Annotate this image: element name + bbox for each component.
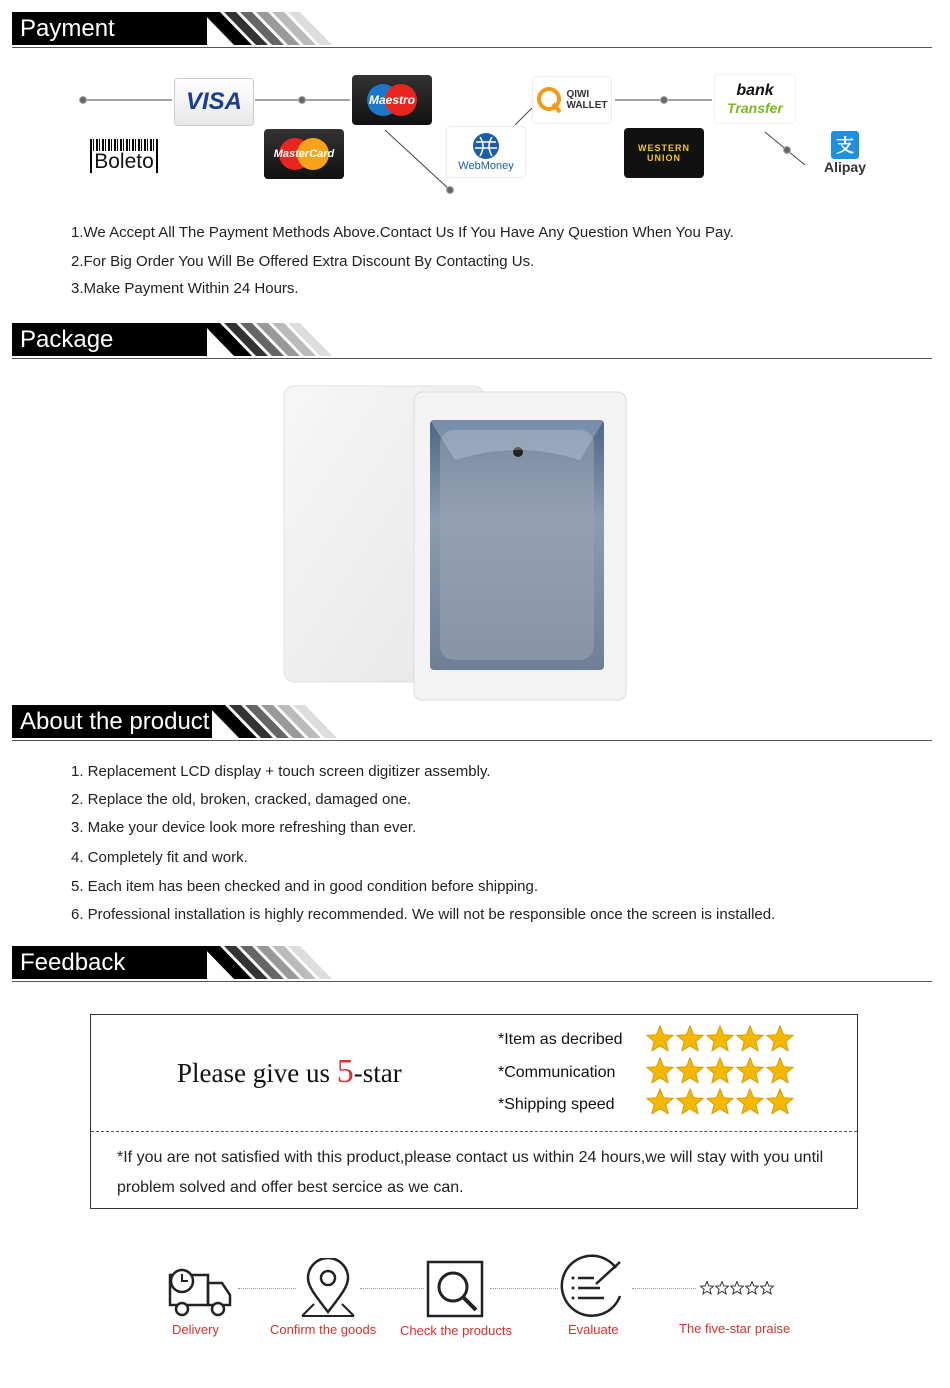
about-item-1: 1. Replacement LCD display + touch screen digitizer assembly.: [71, 763, 491, 780]
magnifier-search-icon: [426, 1260, 486, 1320]
connector-dot: [660, 96, 668, 104]
maestro-logo-text: Maestro: [368, 93, 415, 107]
step-delivery-label: Delivery: [172, 1322, 219, 1337]
step-connector: [490, 1288, 558, 1289]
star-icon: [766, 1088, 794, 1116]
header-stripes-decoration: [202, 323, 332, 356]
payment-section-header: [12, 12, 932, 48]
payment-note-3: 3.Make Payment Within 24 Hours.: [71, 280, 299, 297]
qiwi-q-icon: [536, 86, 562, 114]
five-star-request-title: [177, 1053, 402, 1091]
bank-logo-text: bank: [736, 82, 774, 99]
section-title: Feedback: [12, 946, 207, 979]
outline-star-icon: [715, 1281, 729, 1295]
location-pin-icon: [298, 1258, 358, 1320]
step-check-products-label: Check the products: [400, 1323, 513, 1338]
boleto-logo-text: Boleto: [90, 151, 158, 173]
star-icon: [706, 1088, 734, 1116]
star-icon: [736, 1025, 764, 1053]
outline-star-icon: [760, 1281, 774, 1295]
maestro-logo: [352, 75, 432, 125]
step-connector: [360, 1288, 424, 1289]
connector-dot: [298, 96, 306, 104]
section-title: Package: [12, 323, 207, 356]
star-icon: [646, 1025, 674, 1053]
union-logo-text: UNION: [647, 153, 681, 163]
step-confirm-goods-label: Confirm the goods: [270, 1322, 377, 1337]
about-item-5: 5. Each item has been checked and in good condition before shipping.: [71, 878, 538, 895]
visa-logo: [174, 78, 254, 126]
boleto-logo: [86, 136, 162, 176]
visa-logo-text: VISA: [185, 88, 242, 115]
star-icon: [676, 1057, 704, 1085]
mastercard-logo-text: MasterCard: [273, 148, 335, 160]
section-rule: [12, 981, 932, 982]
alipay-logo: [812, 126, 878, 180]
evaluate-checklist-icon: [560, 1254, 628, 1318]
mastercard-logo: [264, 129, 344, 179]
qiwi-logo-text: QIWI: [566, 89, 590, 100]
connector-dot: [783, 146, 791, 154]
delivery-truck-icon: [166, 1265, 234, 1317]
webmoney-globe-icon: [472, 132, 500, 160]
satisfaction-note: *If you are not satisfied with this product,please contact us within 24 hours,we will stay with you until problem solved and offer best sercice as we can.: [117, 1149, 824, 1196]
about-item-3: 3. Make your device look more refreshing than ever.: [71, 819, 417, 836]
title-prefix: Please give us: [177, 1058, 337, 1088]
webmoney-logo-text: WebMoney: [458, 160, 514, 172]
alipay-icon: 支: [831, 131, 859, 159]
section-rule: [12, 740, 932, 741]
alipay-logo-text: Alipay: [823, 159, 866, 175]
qiwi-wallet-logo: [532, 76, 612, 124]
star-rating-row: [646, 1088, 794, 1116]
star-icon: [706, 1057, 734, 1085]
outline-star-icon: [730, 1281, 744, 1295]
star-icon: [706, 1025, 734, 1053]
dashed-divider: [91, 1131, 857, 1132]
webmoney-logo: [446, 126, 526, 178]
header-stripes-decoration: [202, 946, 332, 979]
star-rating-row: [646, 1025, 794, 1053]
wallet-logo-text: WALLET: [566, 100, 608, 111]
header-stripes-decoration: [202, 12, 332, 45]
criteria-communication: *Communication: [498, 1064, 616, 1081]
header-stripes-decoration: [207, 705, 337, 738]
connector-dot: [79, 96, 87, 104]
package-foam-box-image: [280, 380, 630, 705]
feedback-box: [90, 1014, 858, 1209]
section-rule: [12, 47, 932, 48]
outline-star-icon: [745, 1281, 759, 1295]
star-icon: [766, 1057, 794, 1085]
star-icon: [646, 1057, 674, 1085]
western-union-logo: [624, 128, 704, 178]
payment-note-2: 2.For Big Order You Will Be Offered Extra Discount By Contacting Us.: [71, 253, 535, 270]
about-item-4: 4. Completely fit and work.: [71, 849, 248, 866]
about-section-header: [12, 705, 932, 741]
title-suffix: -star: [353, 1058, 402, 1088]
feedback-section-header: [12, 946, 932, 982]
about-item-6: 6. Professional installation is highly recommended. We will not be responsible once the screen is installed.: [71, 906, 776, 923]
bank-transfer-logo: [714, 74, 796, 124]
section-title: Payment: [12, 12, 207, 45]
transfer-logo-text: Transfer: [727, 100, 783, 116]
star-rating-row: [646, 1057, 794, 1085]
star-icon: [646, 1088, 674, 1116]
star-icon: [676, 1088, 704, 1116]
step-five-star-label: The five-star praise: [679, 1321, 791, 1336]
section-title: About the product: [12, 705, 212, 738]
western-logo-text: WESTERN: [638, 143, 690, 153]
star-icon: [736, 1088, 764, 1116]
step-connector: [238, 1288, 296, 1289]
step-connector: [632, 1288, 696, 1289]
connector-dot: [446, 186, 454, 194]
title-five: 5: [336, 1053, 354, 1090]
outline-stars-icon: [700, 1281, 774, 1295]
package-section-header: [12, 323, 932, 359]
section-rule: [12, 358, 932, 359]
step-evaluate-label: Evaluate: [568, 1322, 619, 1337]
payment-note-1: 1.We Accept All The Payment Methods Above.Contact Us If You Have Any Question When You Pay.: [71, 224, 734, 241]
star-icon: [766, 1025, 794, 1053]
star-icon: [736, 1057, 764, 1085]
criteria-shipping-speed: *Shipping speed: [498, 1096, 615, 1113]
about-item-2: 2. Replace the old, broken, cracked, damaged one.: [71, 791, 412, 808]
criteria-item-described: *Item as decribed: [498, 1031, 623, 1048]
outline-star-icon: [700, 1281, 714, 1295]
star-icon: [676, 1025, 704, 1053]
